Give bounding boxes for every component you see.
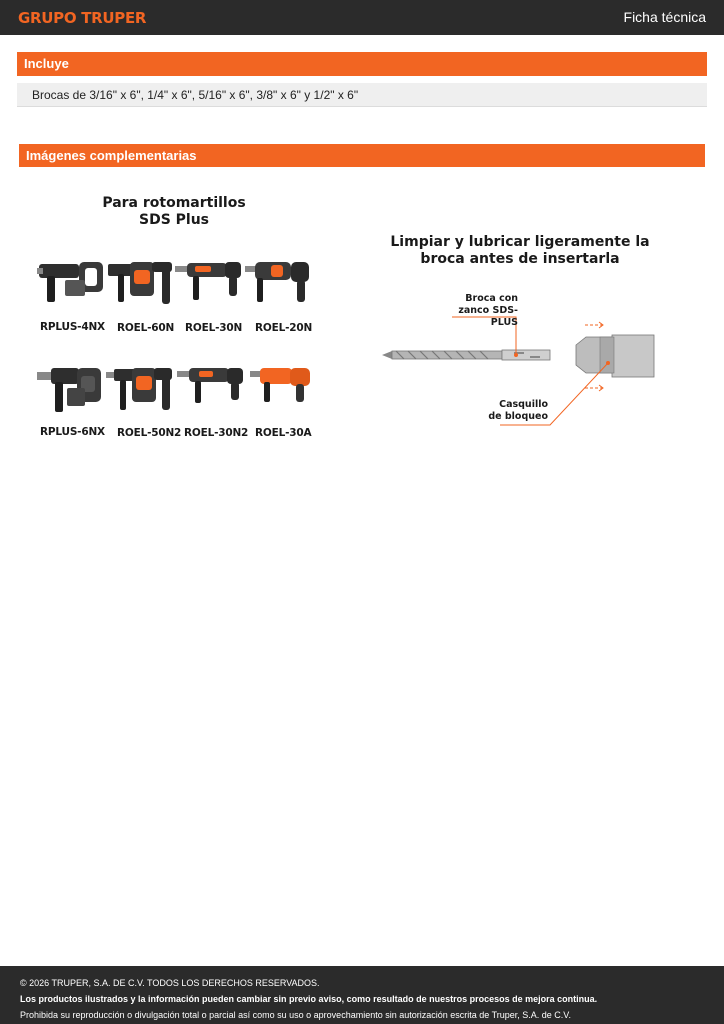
bit-callout-line-2: zanco SDS-PLUS	[458, 305, 518, 328]
bit-callout-label	[436, 293, 518, 329]
left-heading-line-2: SDS Plus	[138, 212, 210, 228]
rotary-hammer-image	[106, 260, 174, 310]
rotary-hammer-image	[177, 366, 245, 406]
rotary-hammer-image	[175, 260, 243, 302]
model-label: ROEL-60N	[117, 322, 175, 334]
rotary-hammer-image	[106, 366, 174, 416]
rotary-hammer-image	[245, 260, 313, 306]
section-header-imagenes: Imágenes complementarias	[19, 144, 705, 167]
right-heading-line-1: Limpiar y lubricar ligeramente la	[390, 234, 650, 250]
chuck-callout-label	[488, 399, 548, 423]
bit-callout-line-1: Broca con	[465, 293, 518, 304]
model-label: ROEL-20N	[255, 322, 313, 334]
document-type-label: Ficha técnica	[623, 9, 706, 25]
right-heading-line-2: broca antes de insertarla	[420, 251, 620, 267]
model-label: ROEL-30N2	[184, 427, 249, 439]
footer-copyright: © 2026 TRUPER, S.A. DE C.V. TODOS LOS DERECHOS RESERVADOS.	[20, 978, 320, 988]
rotary-hammer-image	[37, 366, 105, 418]
left-heading-line-1: Para rotomartillos	[102, 195, 246, 211]
footer	[0, 966, 724, 1024]
rotary-hammer-image	[250, 366, 314, 406]
right-panel-heading	[380, 234, 660, 268]
model-label: RPLUS-6NX	[40, 426, 105, 438]
footer-notice: Los productos ilustrados y la información pueden cambiar sin previo aviso, como resultado de nuestros procesos de mejora continua.	[20, 994, 598, 1004]
sds-bit-drawing	[382, 350, 550, 360]
top-bar	[0, 0, 724, 35]
incluye-content: Brocas de 3/16" x 6", 1/4" x 6", 5/16" x 6", 3/8" x 6" y 1/2" x 6"	[17, 83, 707, 107]
chuck-callout-line-2: de bloqueo	[488, 411, 548, 422]
model-label: ROEL-30A	[255, 427, 312, 439]
model-label: ROEL-50N2	[117, 427, 182, 439]
model-label: ROEL-30N	[185, 322, 243, 334]
brand-logo[interactable]: GRUPO TRUPER	[18, 9, 147, 27]
left-panel-heading	[84, 195, 264, 229]
footer-prohibition: Prohibida su reproducción o divulgación total o parcial así como su uso o aprovechamiento sin autorización escrita de Truper, S.A. de C.V.	[20, 1010, 571, 1020]
model-label: RPLUS-4NX	[40, 321, 105, 333]
chuck-drawing	[576, 335, 654, 377]
section-header-incluye: Incluye	[17, 52, 707, 76]
rotary-hammer-image	[37, 260, 105, 306]
chuck-callout-line-1: Casquillo	[499, 399, 548, 410]
